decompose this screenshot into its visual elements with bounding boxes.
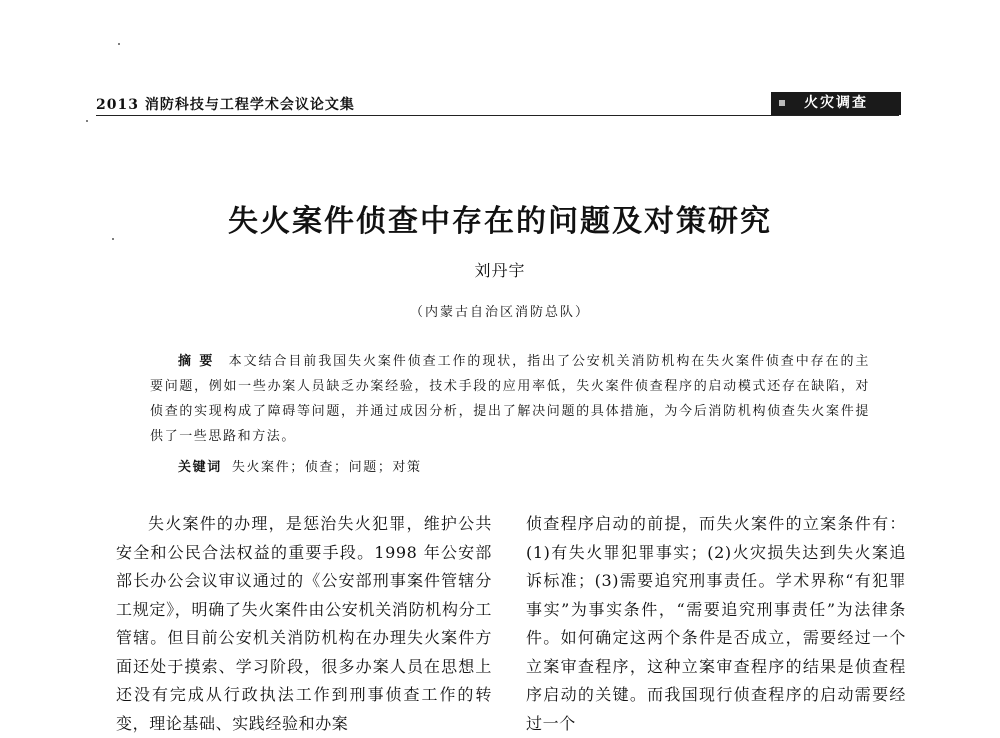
paper-affiliation: （内蒙古自治区消防总队） — [409, 305, 590, 320]
section-tag-label: 火灾调查 — [804, 95, 868, 111]
keywords — [178, 456, 422, 475]
paper-title: 失火案件侦查中存在的问题及对策研究 — [228, 204, 772, 239]
scan-speck — [86, 120, 88, 122]
keywords-label: 关键词 — [178, 460, 222, 475]
section-tag-marker — [779, 100, 785, 106]
keywords-text: 失火案件；侦查；问题；对策 — [231, 460, 422, 475]
body-column-left: 失火案件的办理，是惩治失火犯罪，维护公共安全和公民合法权益的重要手段。1998 年公安部部长办公会议审议通过的《公安部刑事案件管辖分工规定》，明确了失火案件由公安机关消防机构分工管辖。但目前公安机关消防机构在办理失火案件方面还处于摸索、学习阶段，很多办案人员在思想上还没有完成从行政执法工作到刑事侦查工作的转变，理论基础、实践经验和办案 — [116, 514, 492, 733]
section-tag — [771, 92, 901, 115]
header-rule — [96, 115, 899, 116]
body-column-right: 侦查程序启动的前提，而失火案件的立案条件有：(1)有失火罪犯罪事实；(2)火灾损失达到失火案追诉标准；(3)需要追究刑事责任。学术界称“有犯罪事实”为事实条件，“需要追究刑事责任”为法律条件。如何确定这两个条件是否成立，需要经过一个立案审查程序，这种立案审查程序的结果是侦查程序启动的关键。而我国现行侦查程序的启动需要经过一个 — [526, 514, 906, 733]
abstract-text: 本文结合目前我国失火案件侦查工作的现状，指出了公安机关消防机构在失火案件侦查中存在的主要问题，例如一些办案人员缺乏办案经验，技术手段的应用率低，失火案件侦查程序的启动模式还存在缺陷，对侦查的实现构成了障碍等问题，并通过成因分析，提出了解决问题的具体措施，为今后消防机构侦查失火案件提供了一些思路和方法。 — [150, 354, 870, 444]
paper-author: 刘丹宇 — [474, 261, 526, 280]
abstract — [150, 349, 870, 449]
abstract-label: 摘要 — [178, 354, 221, 369]
scan-speck — [118, 43, 120, 45]
running-header-title: 2013 消防科技与工程学术会议论文集 — [96, 97, 355, 113]
